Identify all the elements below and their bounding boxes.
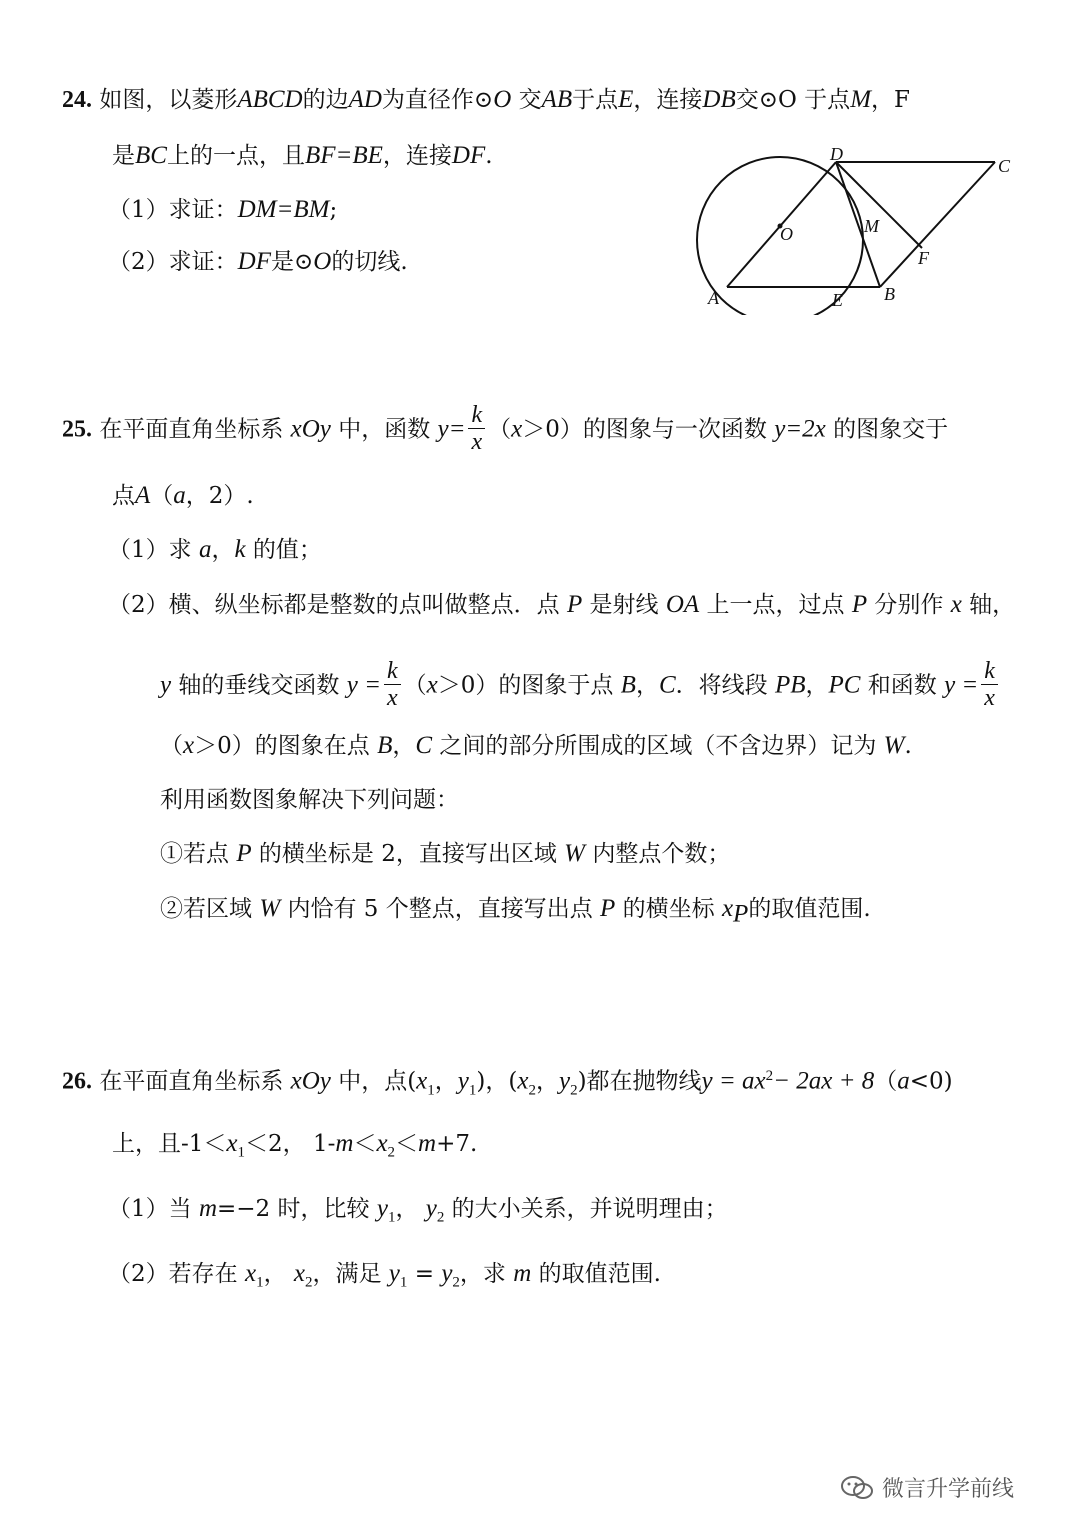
q24-part-1: （1）求证：DM=BM; xyxy=(108,196,338,223)
q25-instruction: 利用函数图象解决下列问题： xyxy=(160,787,459,813)
fraction-k-over-x: $\frac{k}{x}$ xyxy=(468,402,485,455)
q25-sub-1: ①若点 P 的横坐标是 2，直接写出区域 W 内整点个数； xyxy=(160,840,731,867)
label-f: F xyxy=(918,248,929,268)
label-e: E xyxy=(832,290,843,310)
label-b: B xyxy=(884,284,895,304)
q24-line-1: 24. 如图，以菱形ABCD的边AD为直径作⊙O 交AB于点E，连接DB交⊙O 于点M，F xyxy=(62,86,910,113)
q25-number: 25. xyxy=(62,416,92,443)
label-d: D xyxy=(830,144,843,164)
q25-line-1: 25. 在平面直角坐标系 xOy 中，函数 y= $\frac{k}{x}$ （x＞0）的图象与一次函数 y=2x 的图象交于 xyxy=(62,402,949,455)
q26-number: 26. xyxy=(62,1068,92,1095)
label-o: O xyxy=(780,224,793,244)
label-a: A xyxy=(708,288,719,308)
fraction-k-over-x: $\frac{k}{x}$ xyxy=(384,658,401,711)
q25-part-2: （2）横、纵坐标都是整数的点叫做整点．点 P 是射线 OA 上一点，过点 P 分别作 x 轴， xyxy=(108,591,1016,618)
watermark xyxy=(840,1472,1014,1503)
q26-line-1: 26. 在平面直角坐标系 xOy 中，点($x_1$，$y_1$)，($x_2$，$y_2$)都在抛物线$y = ax^2- 2ax + 8(a<0)$ xyxy=(62,1067,953,1099)
q25-sub-2: ②若区域 W 内恰有 5 个整点，直接写出点 P 的横坐标 $x_P$的取值范围. xyxy=(160,895,871,928)
q25-part-2-line-3: （x＞0）的图象在点 B，C 之间的部分所围成的区域（不含边界）记为 W. xyxy=(160,732,912,759)
label-m: M xyxy=(864,216,879,236)
q26-line-2: 上，且$-1<x_1<2$， $1-m<x_2<m+7$. xyxy=(112,1130,478,1161)
fraction-k-over-x: $\frac{k}{x}$ xyxy=(981,658,998,711)
q24-line-2: 是BC上的一点，且BF=BE，连接DF. xyxy=(112,142,493,169)
watermark-text: 微言升学前线 xyxy=(882,1477,1015,1502)
segment-df xyxy=(836,162,922,248)
q26-part-1: （1）当 m=−2 时，比较 $y_1$， $y_2$ 的大小关系，并说明理由； xyxy=(108,1195,728,1226)
q26-part-2: （2）若存在 $x_1$， $x_2$，满足 $y_1 = y_2$，求 m 的取值范围. xyxy=(108,1260,661,1291)
rhombus-circle-figure xyxy=(690,140,1030,315)
q25-line-2: 点A（a，2）. xyxy=(112,482,254,509)
label-c: C xyxy=(998,156,1011,176)
q25-part-1: （1）求 a，k 的值； xyxy=(108,536,322,563)
q24-number: 24. xyxy=(62,87,92,113)
q24-part-2: （2）求证：DF是⊙O的切线. xyxy=(108,248,408,275)
q25-part-2-line-2: y 轴的垂线交函数 y = $\frac{k}{x}$ （x＞0）的图象于点 B，C．将线段 PB，PC 和函数 y = $\frac{k}{x}$ xyxy=(160,660,1001,713)
wechat-icon xyxy=(840,1474,874,1502)
